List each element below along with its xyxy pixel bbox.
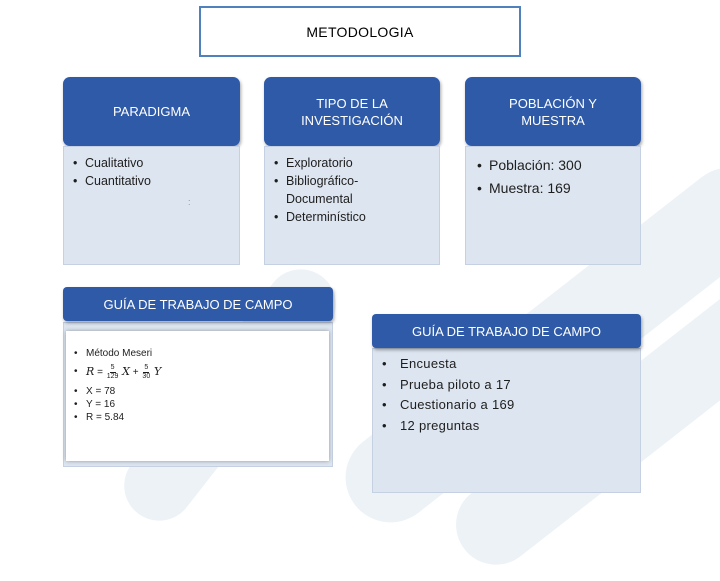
list-item: • Determinístico <box>274 208 431 226</box>
list-item: • Y = 16 <box>74 398 329 411</box>
column-body-paradigma <box>63 146 240 265</box>
column-header-label: PARADIGMA <box>112 104 191 119</box>
formula-plus: + <box>132 367 139 378</box>
list-item: • Exploratorio <box>274 154 431 172</box>
list-item: • Cualitativo <box>73 154 239 172</box>
list-item: • Prueba piloto a 17 <box>382 375 640 396</box>
column-header-label: POBLACIÓN Y MUESTRA <box>509 95 597 128</box>
formula-item <box>74 360 329 385</box>
column-header-paradigma <box>63 77 240 146</box>
column-body-poblacion <box>465 146 641 265</box>
list-item: • Población: 300 <box>477 154 640 177</box>
formula-x: X <box>122 365 131 378</box>
formula-equals: = <box>97 367 103 378</box>
column-header-label: TIPO DE LA INVESTIGACIÓN <box>301 95 403 128</box>
list-item: • X = 78 <box>74 385 329 398</box>
column-body-tipo <box>264 146 440 265</box>
list-item: • Muestra: 169 <box>477 177 640 200</box>
list-item: • 12 preguntas <box>382 416 640 437</box>
list-item: • Cuantitativo <box>73 172 239 190</box>
formula-r: R <box>86 365 95 378</box>
fraction-y: $\frac{5}{30}$ <box>142 363 151 380</box>
stray-mark: : <box>188 197 191 207</box>
fraction-x: $\frac{5}{129}$ <box>106 363 119 380</box>
meseri-image <box>66 331 329 461</box>
section-label-left: GUÍA DE TRABAJO DE CAMPO <box>63 287 333 321</box>
column-header-poblacion <box>465 77 641 146</box>
column-header-tipo <box>264 77 440 146</box>
list-item: • Cuestionario a 169 <box>382 395 640 416</box>
page-title: METODOLOGIA <box>199 6 521 57</box>
list-item: • R = 5.84 <box>74 411 329 424</box>
list-item: • Bibliográfico-Documental <box>274 172 386 208</box>
formula-y: Y <box>154 365 162 378</box>
right-panel <box>372 348 641 493</box>
section-label-right: GUÍA DE TRABAJO DE CAMPO <box>372 314 641 348</box>
list-item: • Método Meseri <box>74 347 329 360</box>
list-item: • Encuesta <box>382 354 640 375</box>
